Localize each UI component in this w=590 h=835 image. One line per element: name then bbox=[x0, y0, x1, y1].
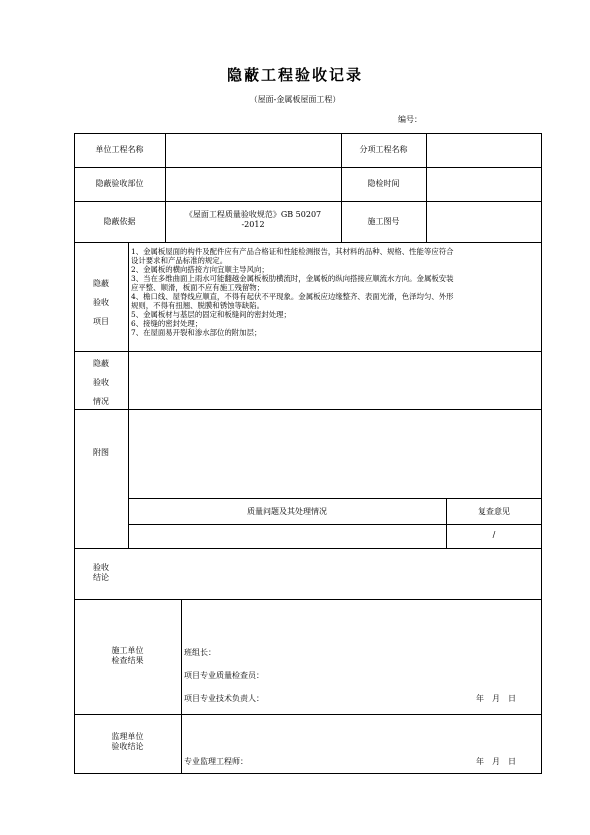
conclusion-label-line: 结论 bbox=[93, 573, 109, 582]
row-divider bbox=[74, 714, 542, 715]
quality-issues-label: 质量问题及其处理情况 bbox=[247, 507, 327, 516]
hidden-part-label: 隐蔽验收部位 bbox=[95, 179, 144, 188]
items-label-line: 验收 bbox=[93, 298, 109, 307]
col-divider bbox=[128, 242, 129, 548]
situation-label-line: 隐蔽 bbox=[93, 359, 109, 368]
row-divider bbox=[74, 351, 542, 352]
row-divider bbox=[128, 524, 542, 525]
unit-project-label: 单位工程名称 bbox=[95, 145, 144, 154]
col-divider bbox=[181, 599, 182, 774]
conclusion-label bbox=[74, 563, 128, 583]
supervisor-label-line: 监理单位 bbox=[111, 732, 144, 741]
situation-label-line: 验收 bbox=[93, 378, 109, 387]
contractor-label-line: 检查结果 bbox=[111, 656, 144, 665]
page-subtitle: （屋面-金属板屋面工程） bbox=[249, 95, 341, 104]
requirement-line: 6、接缝的密封处理； bbox=[131, 319, 203, 329]
row-divider bbox=[74, 599, 542, 600]
row-divider bbox=[128, 498, 542, 499]
situation-label bbox=[74, 354, 128, 411]
conclusion-label-line: 验收 bbox=[93, 563, 109, 572]
basis-label: 隐蔽依据 bbox=[103, 217, 136, 226]
team-leader-label: 班组长： bbox=[184, 648, 216, 657]
recheck-value: / bbox=[492, 530, 496, 539]
tech-leader-label: 项目专业技术负责人： bbox=[184, 694, 264, 703]
basis-value-line: -2012 bbox=[241, 220, 265, 229]
requirement-line: 设计要求和产品标准的规定。 bbox=[131, 256, 228, 266]
requirement-line: 7、在屋面易开裂和渗水部位的附加层； bbox=[131, 328, 262, 338]
supervisor-date: 年 月 日 bbox=[476, 757, 516, 766]
requirement-line: 4、檐口线、屋脊线应顺直，不得有起伏不平现象。金属板应边缘整齐、表面光滑，色泽均匀、外形 bbox=[131, 292, 454, 302]
requirement-line: 1、金属板屋面的构件及配件应有产品合格证和性能检测报告，其材料的品种、规格、性能等应符合 bbox=[131, 247, 454, 256]
items-label bbox=[74, 274, 128, 331]
requirement-line: 应平整、顺滑，板面不应有施工残留物； bbox=[131, 283, 265, 293]
row-divider bbox=[74, 167, 542, 168]
contractor-label bbox=[74, 646, 181, 666]
situation-label-line: 情况 bbox=[93, 397, 109, 406]
contractor-date: 年 月 日 bbox=[476, 694, 516, 703]
requirement-line: 2、金属板的横向搭接方向宜顺主导风向； bbox=[131, 265, 269, 275]
col-divider bbox=[446, 498, 447, 548]
page-title: 隐蔽工程验收记录 bbox=[226, 66, 363, 84]
supervising-engineer-label: 专业监理工程师： bbox=[184, 757, 248, 766]
row-divider bbox=[74, 242, 542, 243]
drawing-no-label: 施工图号 bbox=[367, 217, 400, 226]
contractor-label-line: 施工单位 bbox=[111, 646, 144, 655]
recheck-label: 复查意见 bbox=[478, 507, 510, 516]
row-divider bbox=[74, 409, 542, 410]
basis-value-line: 《屋面工程质量验收规范》GB 50207 bbox=[184, 210, 322, 219]
doc-number-label: 编号： bbox=[398, 115, 422, 124]
items-label-line: 隐蔽 bbox=[93, 279, 109, 288]
attachment-label: 附图 bbox=[93, 448, 109, 457]
requirement-line: 3、当在多维曲面上雨水可能翻越金属板板肋横流时，金属板的纵向搭接应顺流水方向。金属板安装 bbox=[131, 274, 454, 284]
row-divider bbox=[74, 548, 542, 549]
supervisor-label bbox=[74, 732, 181, 752]
inspect-time-label: 隐检时间 bbox=[367, 179, 400, 188]
requirement-line: 5、金属板材与基层的固定和板缝间的密封处理； bbox=[131, 310, 291, 320]
requirements-list bbox=[131, 247, 539, 337]
supervisor-label-line: 验收结论 bbox=[111, 742, 144, 751]
quality-inspector-label: 项目专业质量检查员： bbox=[184, 671, 264, 680]
items-label-line: 项目 bbox=[93, 317, 109, 326]
basis-value bbox=[165, 210, 341, 230]
row-divider bbox=[74, 201, 542, 202]
col-divider bbox=[426, 133, 427, 242]
sub-project-label: 分项工程名称 bbox=[359, 145, 408, 154]
requirement-line: 规则，不得有扭翘、脱膜和锈蚀等缺陷。 bbox=[131, 301, 265, 311]
